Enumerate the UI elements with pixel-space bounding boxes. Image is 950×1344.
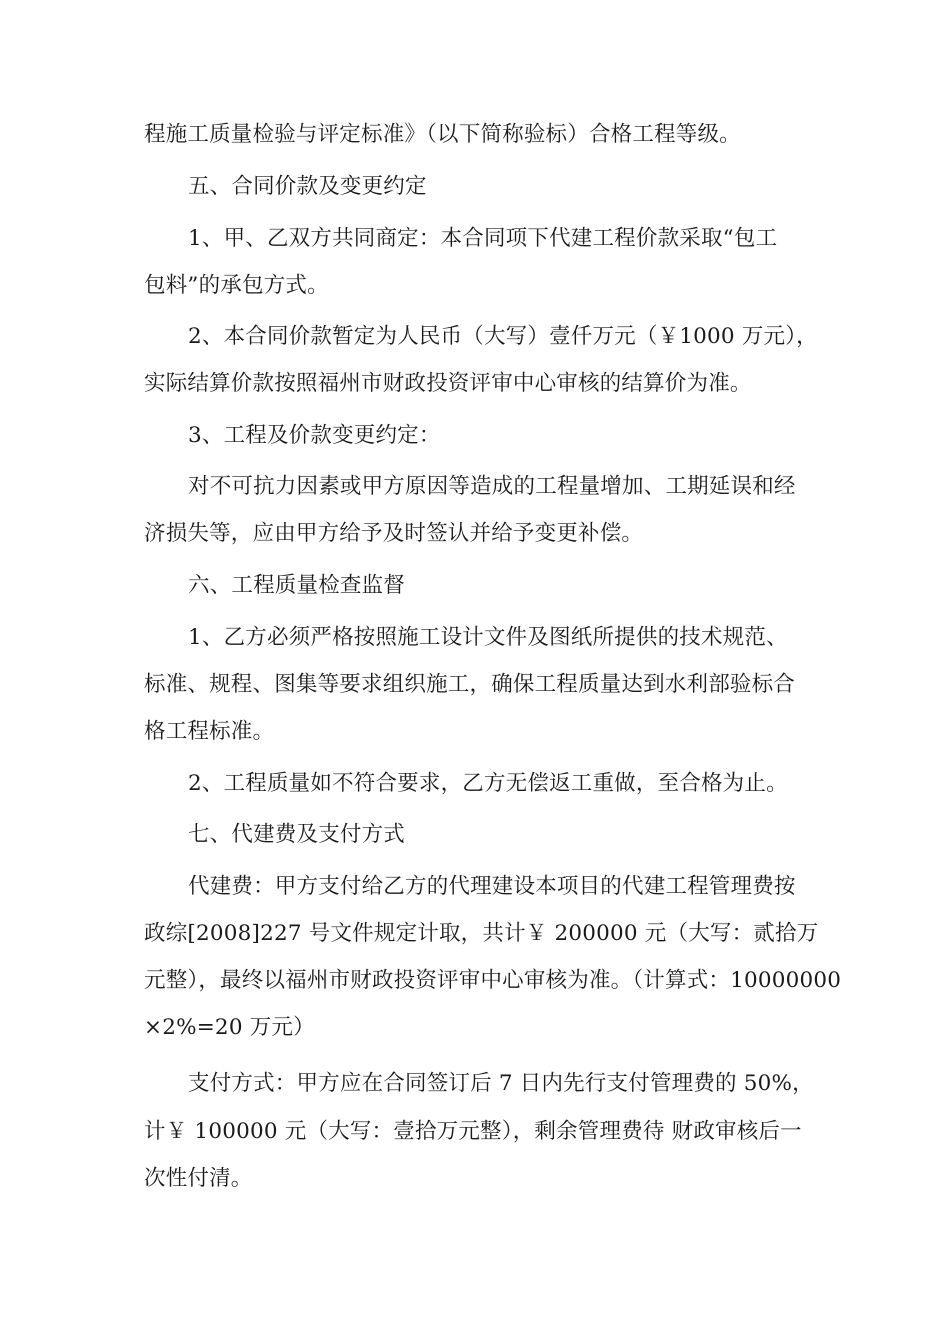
section-heading-6: 六、工程质量检查监督 — [188, 573, 406, 598]
text-line: 元整），最终以福州市财政投资评审中心审核为准。（计算式：10000000 — [144, 968, 842, 993]
text-line: 计￥ 100000 元（大写：壹拾万元整），剩余管理费待 财政审核后一 — [144, 1119, 802, 1144]
text-line: 格工程标准。 — [144, 719, 275, 744]
text-line: 济损失等，应由甲方给予及时签认并给予变更补偿。 — [144, 521, 644, 546]
text-line: 1、乙方必须严格按照施工设计文件及图纸所提供的技术规范、 — [188, 625, 788, 650]
text-line: 支付方式：甲方应在合同签订后 7 日内先行支付管理费的 50%， — [188, 1071, 814, 1096]
section-heading-7: 七、代建费及支付方式 — [188, 822, 406, 847]
text-line: 包料”的承包方式。 — [144, 273, 329, 298]
text-line: 标准、规程、图集等要求组织施工，确保工程质量达到水利部验标合 — [144, 672, 796, 697]
text-line: 政综[2008]227 号文件规定计取，共计￥ 200000 元（大写：贰拾万 — [144, 921, 819, 946]
text-line: 实际结算价款按照福州市财政投资评审中心审核的结算价为准。 — [144, 371, 752, 396]
text-line: 程施工质量检验与评定标准》（以下简称验标）合格工程等级。 — [144, 122, 741, 147]
text-line: 代建费：甲方支付给乙方的代理建设本项目的代建工程管理费按 — [188, 874, 796, 899]
text-line: 次性付清。 — [144, 1166, 253, 1191]
text-line: 1、甲、乙双方共同商定：本合同项下代建工程价款采取“包工 — [188, 226, 778, 251]
text-line: 3、工程及价款变更约定： — [188, 423, 441, 448]
text-line: 对不可抗力因素或甲方原因等造成的工程量增加、工期延误和经 — [188, 474, 796, 499]
text-line: 2、本合同价款暂定为人民币（大写）壹仟万元（￥1000 万元）， — [188, 324, 818, 349]
text-line: 2、工程质量如不符合要求，乙方无偿返工重做，至合格为止。 — [188, 771, 788, 796]
text-line: ×2%=20 万元） — [144, 1015, 315, 1040]
section-heading-5: 五、合同价款及变更约定 — [188, 174, 427, 199]
